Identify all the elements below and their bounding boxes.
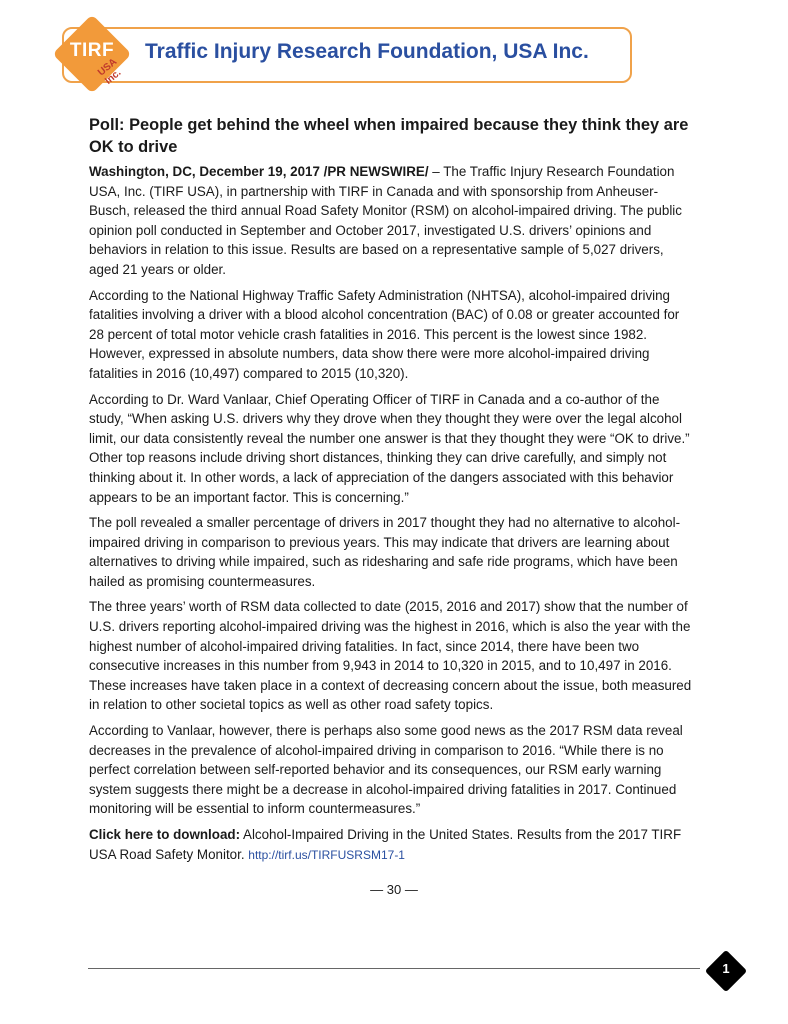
article-paragraph-5: The three years’ worth of RSM data collected to date (2015, 2016 and 2017) show that the number of U.S. drivers reporting alcohol-impaired driving was the highest in 2016, which is also the year with the highest number of alcohol-impaired driving fatalities. In fact, since 2014, there have been two consecutive increases in this number from 9,943 in 2014 to 10,320 in 2015, and to 10,497 in 2016. These increases have taken place in a context of decreasing concern about the issue, both measured in relation to other societal topics as well as other road safety topics.	[89, 599, 692, 713]
article-title: Poll: People get behind the wheel when impaired because they think they are OK to drive	[89, 116, 689, 156]
end-marker: — 30 —	[370, 882, 418, 897]
download-text: Alcohol-Impaired Driving in the United States. Results from the 2017 TIRF USA Road Safety Monitor.	[89, 827, 682, 862]
page-number: 1	[722, 961, 730, 976]
header-title: Traffic Injury Research Foundation, USA Inc.	[145, 40, 589, 63]
article-paragraph-1	[89, 162, 697, 280]
download-label[interactable]: Click here to download:	[89, 827, 241, 842]
logo-text: TIRF	[69, 40, 115, 61]
logo-subtext: USA Inc.	[96, 56, 124, 87]
footer-divider	[88, 968, 700, 969]
download-paragraph	[89, 825, 697, 865]
tirf-logo	[52, 14, 132, 94]
article-paragraph-4: The poll revealed a smaller percentage of drivers in 2017 thought they had no alternative to alcohol-impaired driving in comparison to previous years. This may indicate that drivers are learning about alternatives to driving while impaired, such as ridesharing and safe ride programs, which have been hailed as promising countermeasures.	[89, 515, 681, 589]
paragraph-1-text: – The Traffic Injury Research Foundation USA, Inc. (TIRF USA), in partnership with TIRF in Canada and with sponsorship from Anheuser-Busch, released the third annual Road Safety Monitor (RSM) on alcohol-impaired driving. The public opinion poll conducted in September and October 2017, investigated U.S. drivers’ opinions and behaviors in relation to this issue. Results are based on a representative sample of 5,027 drivers, aged 21 years or older.	[89, 164, 682, 277]
article	[89, 114, 697, 871]
article-paragraph-3: According to Dr. Ward Vanlaar, Chief Operating Officer of TIRF in Canada and a co-author of the study, “When asking U.S. drivers why they drove when they thought they were over the legal alcohol limit, our data consistently reveal the number one answer is that they thought they were “OK to drive.” Other top reasons include driving short distances, thinking they can drive carefully, and simply not thinking about it. In other words, a lack of appreciation of the dangers associated with this behavior appears to be an important factor. This is concerning.”	[89, 391, 690, 505]
article-paragraph-6: According to Vanlaar, however, there is perhaps also some good news as the 2017 RSM data reveal decreases in the prevalence of alcohol-impaired driving in comparison to 2016. “While there is no perfect correlation between self-reported behavior and its consequences, our RSM early warning system suggests there might be a decrease in alcohol-impaired driving fatalities in 2017. Continued monitoring will be essential to inform countermeasures.”	[89, 723, 683, 817]
download-link[interactable]: http://tirf.us/TIRFUSRSM17-1	[248, 847, 405, 862]
article-paragraph-2: According to the National Highway Traffic Safety Administration (NHTSA), alcohol-impaired driving fatalities involving a driver with a blood alcohol concentration (BAC) of 0.08 or greater accounted for 28 percent of total motor vehicle crash fatalities in 2016. This percent is the lowest since 1982. However, expressed in absolute numbers, data show there were more alcohol-impaired driving fatalities in 2016 (10,497) compared to 2015 (10,320).	[89, 287, 680, 381]
dateline: Washington, DC, December 19, 2017 /PR NEWSWIRE/	[89, 164, 429, 179]
